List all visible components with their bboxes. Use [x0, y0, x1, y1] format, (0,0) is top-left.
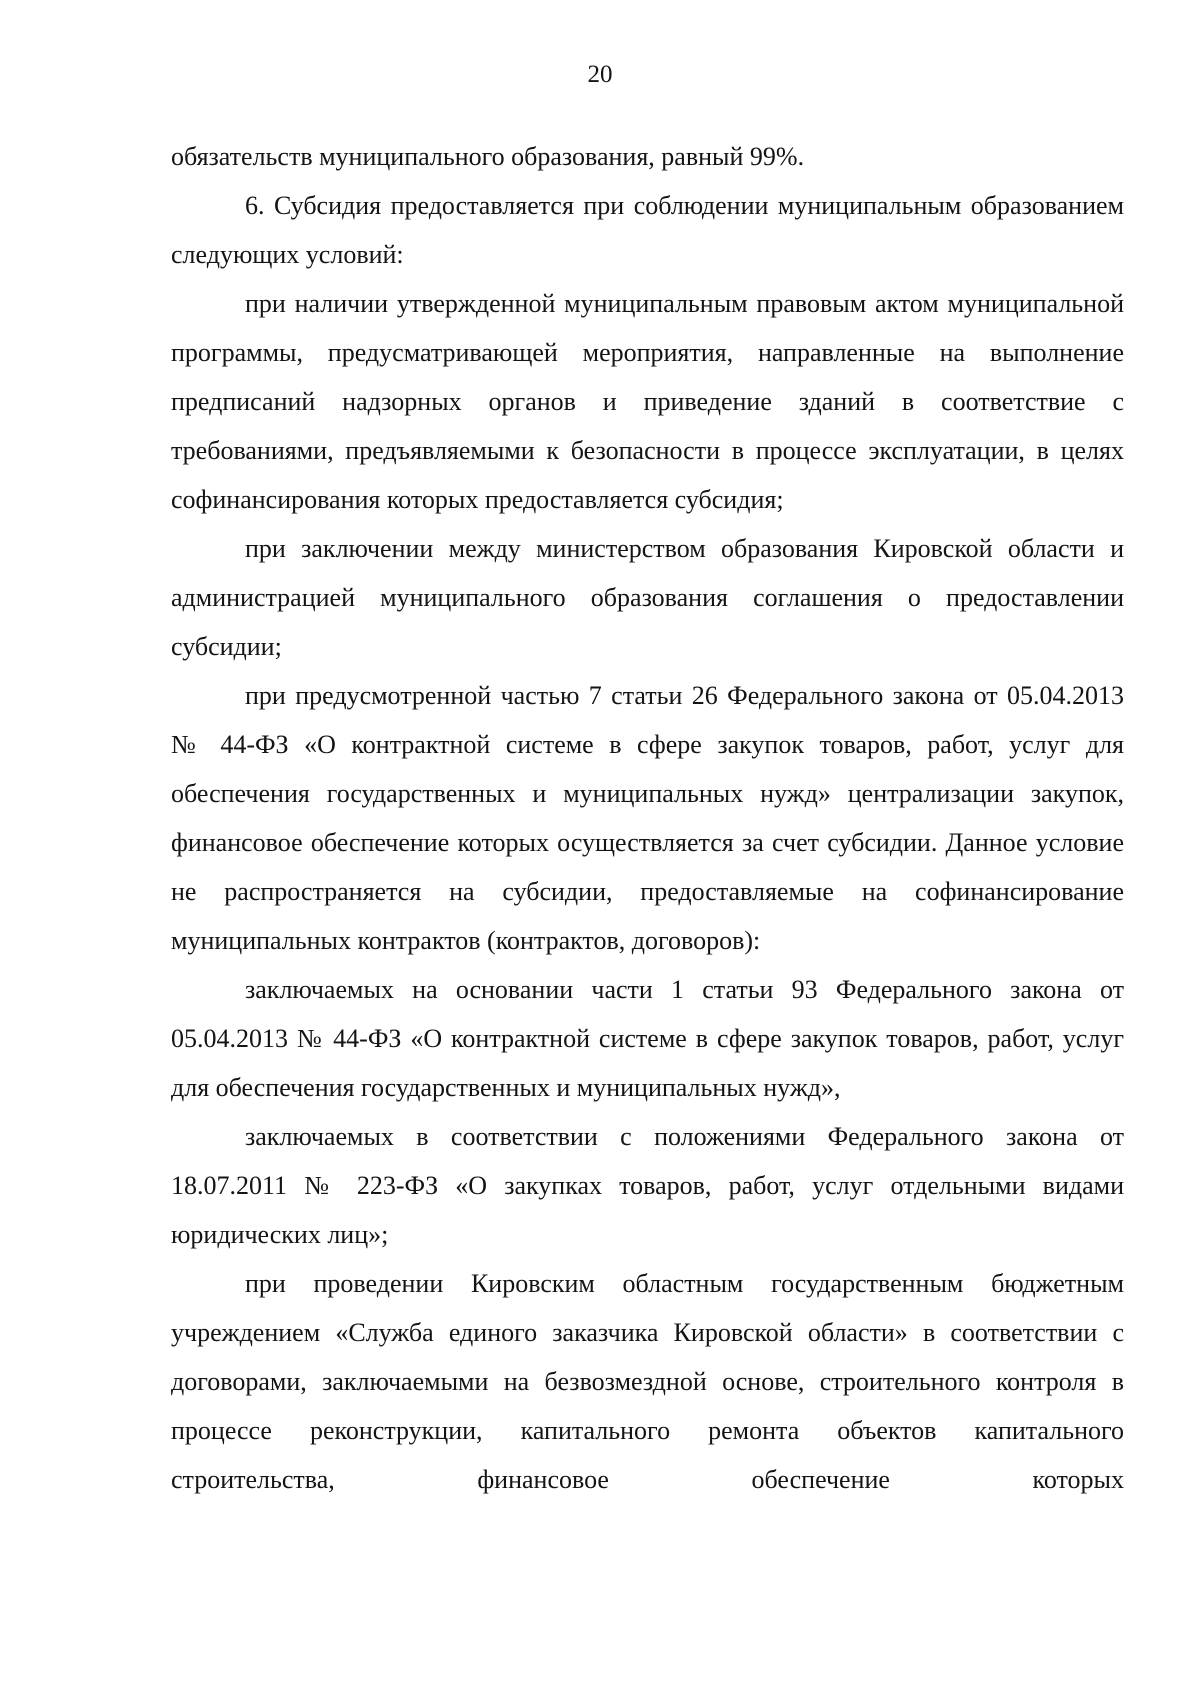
- paragraph-exception-article-93: заключаемых на основании части 1 статьи 93 Федерального закона от 05.04.2013 № 44-ФЗ «О контрактной системе в сфере закупок товаров, работ, услуг для обеспечения государственных и муниципальных нужд»,: [171, 975, 1124, 1102]
- paragraph-obligations-continued: обязательств муниципального образования, равный 99%.: [171, 142, 805, 171]
- paragraph-condition-municipal-program: при наличии утвержденной муниципальным правовым актом муниципальной программы, предусматривающей мероприятия, направленные на выполнение предписаний надзорных органов и приведение зданий в соответствие с требованиями, предъявляемыми к безопасности в процессе эксплуатации, в целях софинансирования которых предоставляется субсидия;: [171, 289, 1124, 514]
- paragraph-subsidy-conditions: 6. Субсидия предоставляется при соблюдении муниципальным образованием следующих условий:: [171, 191, 1124, 269]
- paragraph-condition-centralized-procurement: при предусмотренной частью 7 статьи 26 Федерального закона от 05.04.2013 № 44-ФЗ «О контрактной системе в сфере закупок товаров, работ, услуг для обеспечения государственных и муниципальных нужд» централизации закупок, финансовое обеспечение которых осуществляется за счет субсидии. Данное условие не распространяется на субсидии, предоставляемые на софинансирование муниципальных контрактов (контрактов, договоров):: [171, 681, 1124, 955]
- page-number: 20: [587, 61, 613, 88]
- paragraph-condition-construction-control: при проведении Кировским областным государственным бюджетным учреждением «Служба единого заказчика Кировской области» в соответствии с договорами, заключаемыми на безвозмездной основе, строительного контроля в процессе реконструкции, капитального ремонта объектов капитального строительства, финансовое обеспечение которых: [171, 1269, 1124, 1494]
- document-body: [171, 132, 1124, 1504]
- paragraph-condition-agreement: при заключении между министерством образования Кировской области и администрацией муниципального образования соглашения о предоставлении субсидии;: [171, 534, 1124, 661]
- paragraph-exception-223-fz: заключаемых в соответствии с положениями Федерального закона от 18.07.2011 № 223-ФЗ «О закупках товаров, работ, услуг отдельными видами юридических лиц»;: [171, 1122, 1124, 1249]
